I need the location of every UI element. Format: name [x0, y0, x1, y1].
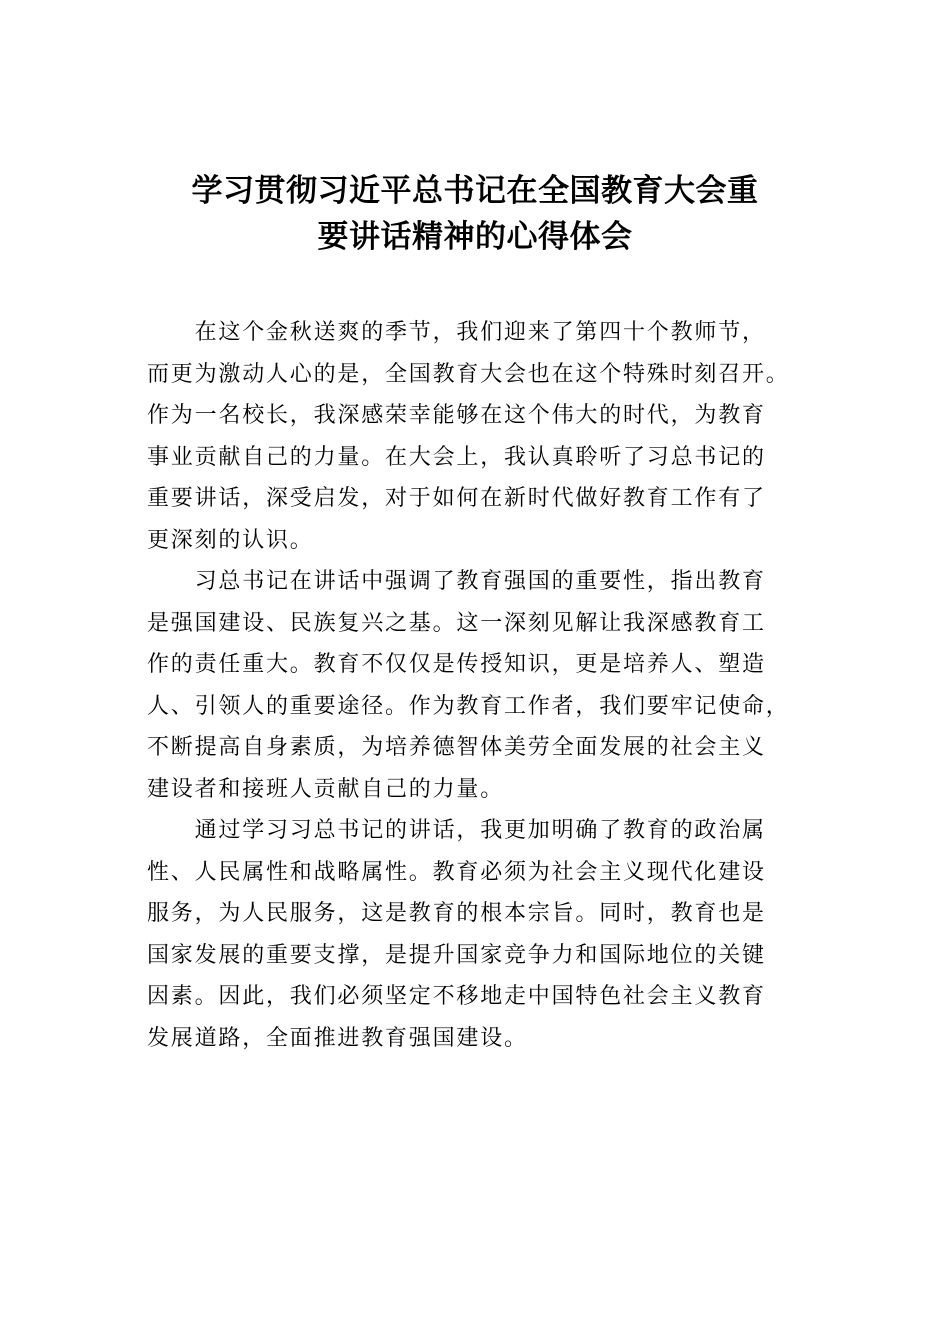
text-line: 不断提高自身素质，为培养德智体美劳全面发展的社会主义: [147, 735, 766, 760]
text-line: 在这个金秋送爽的季节，我们迎来了第四十个教师节，: [147, 320, 766, 345]
text-line: 事业贡献自己的力量。在大会上，我认真聆听了习总书记的: [147, 444, 766, 470]
text-line: 而更为激动人心的是，全国教育大会也在这个特殊时刻召开。: [147, 361, 790, 387]
text-line: 国家发展的重要支撑，是提升国家竞争力和国际地位的关键: [147, 942, 766, 968]
text-line: 作的责任重大。教育不仅仅是传授知识，更是培养人、塑造: [147, 652, 766, 677]
document-body: [147, 312, 807, 1059]
text-line: 通过学习习总书记的讲话，我更加明确了教育的政治属: [147, 818, 766, 843]
paragraph-2: [147, 561, 807, 810]
text-line: 习总书记在讲话中强调了教育强国的重要性，指出教育: [147, 569, 766, 594]
text-line: 人、引领人的重要途径。作为教育工作者，我们要牢记使命，: [147, 693, 790, 719]
text-line: 性、人民属性和战略属性。教育必须为社会主义现代化建设: [147, 859, 766, 885]
text-line: 作为一名校长，我深感荣幸能够在这个伟大的时代，为教育: [147, 403, 766, 428]
text-line: 更深刻的认识。: [147, 527, 314, 553]
text-line: 建设者和接班人贡献自己的力量。: [147, 776, 505, 802]
text-line: 服务，为人民服务，这是教育的根本宗旨。同时，教育也是: [147, 901, 766, 926]
text-line: 重要讲话，深受启发，对于如何在新时代做好教育工作有了: [147, 486, 766, 511]
title-line: 学习贯彻习近平总书记在全国教育大会重: [191, 173, 759, 209]
paragraph-3: [147, 810, 807, 1059]
document-title: [145, 168, 805, 260]
title-line: 要讲话精神的心得体会: [317, 219, 633, 255]
text-line: 因素。因此，我们必须坚定不移地走中国特色社会主义教育: [147, 984, 766, 1009]
text-line: 是强国建设、民族复兴之基。这一深刻见解让我深感教育工: [147, 610, 766, 636]
text-line: 发展道路，全面推进教育强国建设。: [147, 1025, 528, 1051]
paragraph-1: [147, 312, 807, 561]
